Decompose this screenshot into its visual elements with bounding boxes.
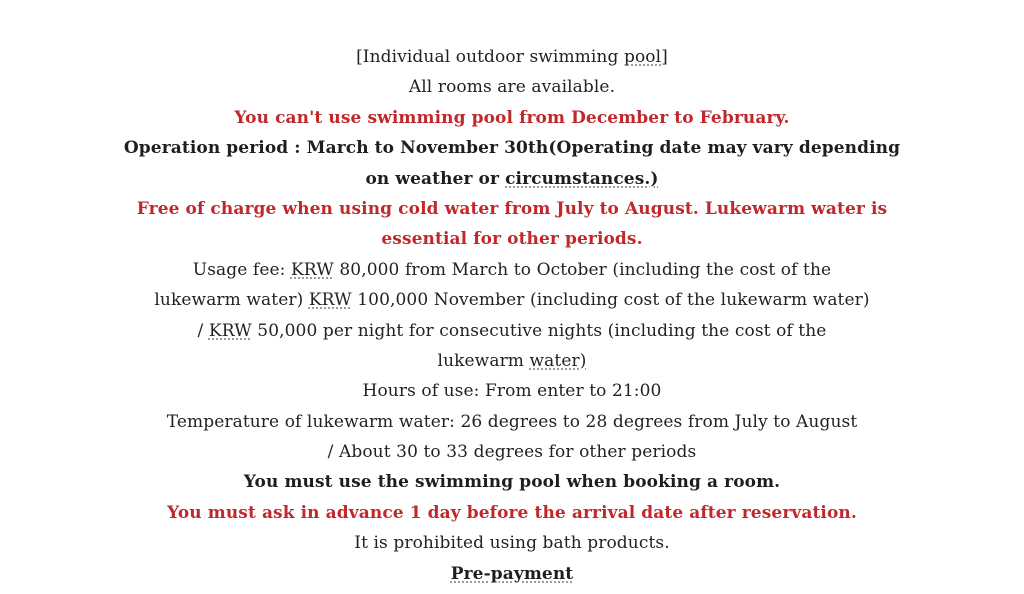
closure-notice: You can't use swimming pool from December to February.: [234, 107, 790, 128]
spellcheck-word-water: water): [529, 350, 587, 371]
operation-period-line-2: [0, 164, 1024, 194]
operation-period-prefix: on weather or: [365, 168, 506, 189]
usage-fee-text: 50,000 per night for consecutive nights (including the cost of the: [251, 320, 827, 341]
usage-fee-line-3: [0, 316, 1024, 346]
usage-fee-line-4: [0, 346, 1024, 376]
usage-fee-line-1: [0, 255, 1024, 285]
free-of-charge-line-2: essential for other periods.: [381, 229, 643, 250]
usage-fee-line-2: [0, 285, 1024, 315]
temperature-line-2: / About 30 to 33 degrees for other periods: [327, 442, 697, 463]
operation-period-line-1: Operation period : March to November 30th(Operating date may vary depending: [123, 138, 901, 159]
spellcheck-word-pre-payment: Pre-payment: [450, 563, 574, 584]
pool-notice-document: [0, 42, 1024, 589]
spellcheck-word-krw: KRW: [208, 320, 252, 341]
hours-of-use: Hours of use: From enter to 21:00: [362, 381, 662, 402]
notice-title: [Individual outdoor swimming pool]: [356, 47, 668, 67]
spellcheck-word-krw: KRW: [290, 259, 334, 280]
usage-fee-text: 100,000 November (including cost of the lukewarm water): [351, 290, 870, 311]
temperature-line-1: Temperature of lukewarm water: 26 degrees to 28 degrees from July to August: [166, 411, 858, 432]
prohibition-notice: It is prohibited using bath products.: [354, 533, 670, 554]
availability-line: All rooms are available.: [408, 77, 616, 98]
payment-notice: [0, 559, 1024, 589]
spellcheck-word-circumstances: circumstances.): [505, 168, 659, 189]
advance-notice: You must ask in advance 1 day before the arrival date after reservation.: [167, 502, 857, 523]
spellcheck-word-pool: pool: [623, 47, 662, 67]
spellcheck-word-krw: KRW: [308, 290, 352, 311]
booking-requirement: You must use the swimming pool when booking a room.: [243, 472, 781, 493]
free-of-charge-line-1: Free of charge when using cold water from July to August. Lukewarm water is: [136, 198, 888, 219]
usage-fee-label: Usage fee:: [192, 259, 291, 280]
usage-fee-text: lukewarm: [437, 350, 530, 371]
usage-fee-text: lukewarm water): [154, 290, 309, 311]
usage-fee-text: 80,000 from March to October (including the cost of the: [333, 259, 832, 280]
usage-fee-text: /: [197, 320, 209, 341]
